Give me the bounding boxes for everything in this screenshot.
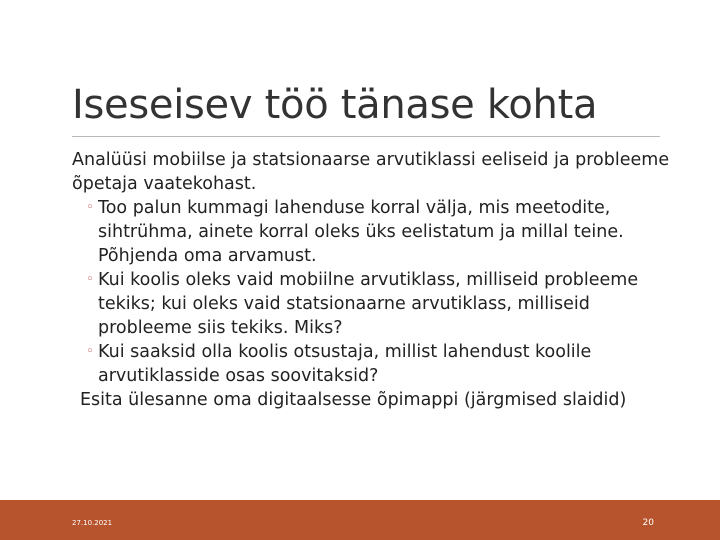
intro-paragraph: Analüüsi mobiilse ja statsionaarse arvutiklassi eeliseid ja probleeme õpetaja vaatekohast.	[72, 150, 670, 194]
bullet-marker-icon: ◦	[86, 200, 94, 215]
slide-title: Iseseisev töö tänase kohta	[72, 82, 598, 128]
closing-paragraph: Esita ülesanne oma digitaalsesse õpimappi (järgmised slaidid)	[80, 390, 627, 410]
bullet-item	[86, 268, 672, 340]
bullet-item	[86, 196, 672, 268]
bullet-list	[72, 196, 672, 388]
footer-bar	[0, 500, 720, 540]
bullet-text: Kui koolis oleks vaid mobiilne arvutiklass, milliseid probleeme tekiks; kui oleks vaid statsionaarne arvutiklass, milliseid probleeme siis tekiks. Miks?	[98, 270, 639, 338]
bullet-text: Too palun kummagi lahenduse korral välja, mis meetodite, sihtrühma, ainete korral oleks üks eelistatum ja millal teine. Põhjenda oma arvamust.	[98, 198, 624, 266]
footer-date: 27.10.2021	[72, 519, 113, 527]
bullet-item	[86, 340, 672, 388]
title-divider	[72, 136, 660, 137]
bullet-marker-icon: ◦	[86, 344, 94, 359]
bullet-marker-icon: ◦	[86, 272, 94, 287]
page-number: 20	[642, 518, 654, 528]
slide-content	[72, 148, 672, 412]
bullet-text: Kui saaksid olla koolis otsustaja, millist lahendust koolile arvutiklasside osas soovitaksid?	[98, 342, 592, 386]
